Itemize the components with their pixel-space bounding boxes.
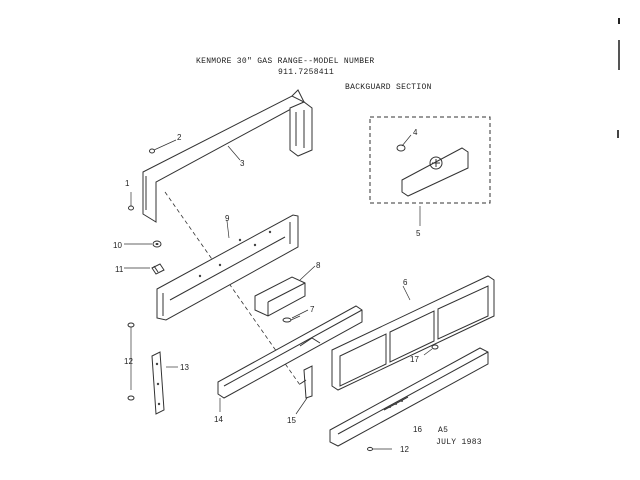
diagram-title: KENMORE 30" GAS RANGE--MODEL NUMBER <box>196 57 375 66</box>
label-part-15: 15 <box>287 416 296 425</box>
model-number: 911.7258411 <box>278 68 335 77</box>
label-part-16: 16 <box>413 425 422 434</box>
label-part-17: 17 <box>410 355 419 364</box>
part-11-clip <box>152 264 164 274</box>
part-5-inset-box <box>370 117 490 203</box>
part-1-screw <box>129 192 134 210</box>
part-10-grommet <box>153 241 161 247</box>
label-part-9: 9 <box>225 214 230 223</box>
part-7-clip <box>283 316 300 322</box>
part-17-screw <box>432 345 438 349</box>
label-part-1: 1 <box>125 179 130 188</box>
label-part-10: 10 <box>113 241 122 250</box>
footer-date: JULY 1983 <box>436 438 482 447</box>
label-part-4: 4 <box>413 128 418 137</box>
scan-mark <box>617 130 619 138</box>
label-part-14: 14 <box>214 415 223 424</box>
part-12-bottom-screw <box>368 447 393 450</box>
label-part-7: 7 <box>310 305 315 314</box>
part-15-bracket <box>300 366 312 398</box>
part-3-backguard-cap <box>143 90 312 222</box>
scan-mark <box>618 40 620 70</box>
footer-code: A5 <box>438 426 449 435</box>
scan-mark <box>618 18 620 24</box>
label-part-6: 6 <box>403 278 408 287</box>
label-part-2: 2 <box>177 133 182 142</box>
label-part-13: 13 <box>180 363 189 372</box>
label-part-5: 5 <box>416 229 421 238</box>
part-8-bracket <box>255 277 305 316</box>
label-part-12-bottom: 12 <box>400 445 409 454</box>
part-13-side-bracket <box>152 352 164 414</box>
leader-lines <box>124 135 432 414</box>
part-2-screw <box>150 149 155 153</box>
label-part-12-left: 12 <box>124 357 133 366</box>
part-4-clip <box>397 145 405 151</box>
label-part-11: 11 <box>115 265 124 274</box>
label-part-8: 8 <box>316 261 321 270</box>
section-title: BACKGUARD SECTION <box>345 83 432 92</box>
label-part-3: 3 <box>240 159 245 168</box>
